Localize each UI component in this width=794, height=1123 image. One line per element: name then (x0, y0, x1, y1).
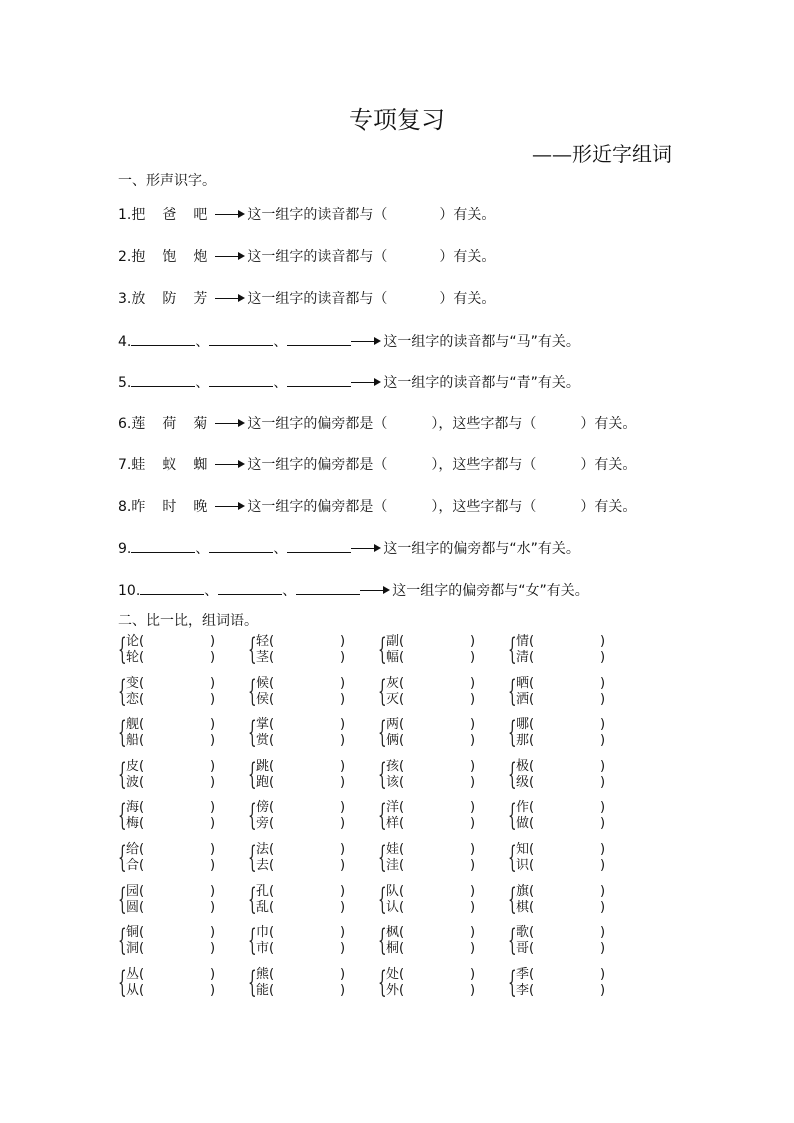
char: 孔 (256, 883, 270, 899)
word-entry[interactable]: 旁( ) (256, 816, 346, 832)
word-entry[interactable]: 清( ) (516, 650, 606, 665)
char: 认 (386, 899, 400, 915)
char: 恋 (126, 691, 140, 707)
char: 洋 (386, 800, 400, 816)
char: 情 (516, 634, 530, 649)
word-entry[interactable]: 极( ) (516, 758, 606, 774)
word-pair (248, 800, 348, 834)
answer-blank[interactable] (287, 372, 351, 387)
word-pair (378, 842, 478, 876)
char: 茎 (256, 650, 270, 665)
brace-icon: { (378, 923, 387, 959)
question-10: 10. 、 、 这一组字的偏旁都与“女”有关。 (118, 580, 589, 600)
answer-blank[interactable] (131, 331, 195, 346)
char: 晒 (516, 675, 530, 691)
char: 园 (126, 883, 140, 899)
char: 灭 (386, 691, 400, 707)
word-entry[interactable]: 做( ) (516, 816, 606, 832)
char: 给 (126, 842, 140, 857)
char: 极 (516, 758, 530, 774)
char: 市 (256, 941, 270, 957)
word-entry[interactable]: 洋( ) (386, 800, 476, 816)
char: 季 (516, 966, 530, 982)
word-pair (248, 925, 348, 959)
word-entry[interactable]: 变( ) (126, 675, 216, 691)
word-pair (248, 881, 348, 918)
word-entry[interactable]: 晒( ) (516, 675, 606, 691)
word-entry[interactable]: 海( ) (126, 800, 216, 816)
word-entry[interactable]: 园( ) (126, 883, 216, 899)
char: 李 (516, 982, 530, 998)
word-entry[interactable]: 论( ) (126, 634, 216, 649)
word-pair (508, 925, 608, 959)
word-pair (118, 673, 218, 710)
word-entry[interactable]: 从( ) (126, 982, 216, 998)
word-entry[interactable]: 洼( ) (386, 858, 476, 873)
arrow-icon (215, 419, 245, 429)
char: 俩 (386, 733, 400, 749)
char: 船 (126, 733, 140, 749)
char: 级 (516, 774, 530, 790)
arrow-icon (351, 378, 381, 388)
char: 法 (256, 842, 270, 857)
word-pair (378, 925, 478, 959)
brace-icon: { (248, 673, 257, 709)
word-pair (248, 634, 348, 668)
arrow-icon (351, 544, 381, 554)
question-3: 3.放 防 芳 这一组字的读音都与（ ）有关。 (118, 291, 496, 307)
word-entry[interactable]: 棋( ) (516, 899, 606, 915)
word-entry[interactable]: 娃( ) (386, 842, 476, 857)
section2-heading: 二、比一比，组词语。 (118, 613, 258, 629)
char: 能 (256, 982, 270, 998)
word-entry[interactable]: 灰( ) (386, 675, 476, 691)
char: 该 (386, 774, 400, 790)
word-entry[interactable]: 侯( ) (256, 691, 346, 707)
word-entry[interactable]: 熊( ) (256, 966, 346, 982)
char: 那 (516, 733, 530, 749)
char: 棋 (516, 899, 530, 915)
word-entry[interactable]: 洞( ) (126, 941, 216, 957)
brace-icon: { (508, 964, 517, 1000)
char: 从 (126, 982, 140, 998)
brace-icon: { (378, 673, 387, 709)
brace-icon: { (118, 673, 127, 709)
word-entry[interactable]: 市( ) (256, 941, 346, 957)
answer-blank[interactable] (287, 331, 351, 346)
word-entry[interactable]: 李( ) (516, 982, 606, 998)
char: 傍 (256, 800, 270, 816)
char: 娃 (386, 842, 400, 857)
char: 乱 (256, 899, 270, 915)
char: 做 (516, 816, 530, 832)
arrow-icon (215, 210, 245, 220)
word-entry[interactable]: 桐( ) (386, 941, 476, 957)
brace-icon: { (508, 881, 517, 917)
arrow-icon (215, 294, 245, 304)
word-pair (508, 634, 608, 668)
answer-blank[interactable] (218, 580, 282, 595)
word-pair (508, 673, 608, 710)
word-pair (118, 842, 218, 876)
char: 洞 (126, 941, 140, 957)
word-entry[interactable]: 恋( ) (126, 691, 216, 707)
answer-blank[interactable] (209, 538, 273, 553)
word-entry[interactable]: 波( ) (126, 774, 216, 790)
brace-icon: { (508, 673, 517, 709)
question-1: 1.把 爸 吧 这一组字的读音都与（ ）有关。 (118, 207, 496, 223)
word-pair (248, 964, 348, 1001)
char: 波 (126, 774, 140, 790)
word-entry[interactable]: 船( ) (126, 733, 216, 749)
brace-icon: { (248, 923, 257, 959)
char: 论 (126, 634, 140, 649)
word-entry[interactable]: 能( ) (256, 982, 346, 998)
char: 丛 (126, 966, 140, 982)
brace-icon: { (118, 632, 127, 667)
word-entry[interactable]: 两( ) (386, 717, 476, 733)
answer-blank[interactable] (209, 372, 273, 387)
char: 侯 (256, 691, 270, 707)
char: 跳 (256, 758, 270, 774)
brace-icon: { (378, 964, 387, 1000)
word-entry[interactable]: 候( ) (256, 675, 346, 691)
word-entry[interactable]: 幅( ) (386, 650, 476, 665)
word-pair (118, 964, 218, 1001)
answer-blank[interactable] (209, 331, 273, 346)
word-pair (378, 964, 478, 1001)
char: 哥 (516, 941, 530, 957)
char: 洒 (516, 691, 530, 707)
char: 处 (386, 966, 400, 982)
word-entry[interactable]: 梅( ) (126, 816, 216, 832)
word-entry[interactable]: 灭( ) (386, 691, 476, 707)
char: 枫 (386, 925, 400, 941)
char: 知 (516, 842, 530, 857)
word-entry[interactable]: 该( ) (386, 774, 476, 790)
word-entry[interactable]: 圆( ) (126, 899, 216, 915)
word-entry[interactable]: 情( ) (516, 634, 606, 649)
word-entry[interactable]: 歌( ) (516, 925, 606, 941)
char: 两 (386, 717, 400, 733)
brace-icon: { (508, 923, 517, 959)
brace-icon: { (248, 964, 257, 1000)
question-6: 6.莲 荷 菊 这一组字的偏旁都是（ ），这些字都与（ ）有关。 (118, 416, 637, 432)
char: 桐 (386, 941, 400, 957)
brace-icon: { (118, 715, 127, 751)
word-entry[interactable]: 舰( ) (126, 717, 216, 733)
answer-blank[interactable] (131, 372, 195, 387)
char: 梅 (126, 816, 140, 832)
word-entry[interactable]: 认( ) (386, 899, 476, 915)
brace-icon: { (248, 840, 257, 875)
char: 巾 (256, 925, 270, 941)
char: 副 (386, 634, 400, 649)
word-entry[interactable]: 茎( ) (256, 650, 346, 665)
word-pair (248, 673, 348, 710)
word-entry[interactable]: 样( ) (386, 816, 476, 832)
brace-icon: { (378, 756, 387, 792)
question-5: 5. 、 、 这一组字的读音都与“青”有关。 (118, 372, 580, 392)
word-pair (118, 881, 218, 918)
word-pair (508, 717, 608, 751)
word-entry[interactable]: 作( ) (516, 800, 606, 816)
brace-icon: { (118, 964, 127, 1000)
word-pair (378, 800, 478, 834)
word-entry[interactable]: 处( ) (386, 966, 476, 982)
brace-icon: { (118, 881, 127, 917)
char: 孩 (386, 758, 400, 774)
word-pair (118, 634, 218, 668)
char: 轮 (126, 650, 140, 665)
char: 灰 (386, 675, 400, 691)
brace-icon: { (248, 632, 257, 667)
question-7: 7.蛙 蚁 蜘 这一组字的偏旁都是（ ），这些字都与（ ）有关。 (118, 457, 637, 473)
char: 熊 (256, 966, 270, 982)
page-title: 专项复习 (349, 106, 445, 134)
word-pair (378, 881, 478, 918)
char: 清 (516, 650, 530, 665)
char: 样 (386, 816, 400, 832)
answer-blank[interactable] (131, 538, 195, 553)
word-pair (118, 800, 218, 834)
word-entry[interactable]: 铜( ) (126, 925, 216, 941)
word-entry[interactable]: 掌( ) (256, 717, 346, 733)
arrow-icon (215, 252, 245, 262)
brace-icon: { (508, 632, 517, 667)
answer-blank[interactable] (140, 580, 204, 595)
char: 赏 (256, 733, 270, 749)
char: 哪 (516, 717, 530, 733)
word-entry[interactable]: 乱( ) (256, 899, 346, 915)
brace-icon: { (378, 715, 387, 751)
word-entry[interactable]: 赏( ) (256, 733, 346, 749)
word-pair (378, 756, 478, 793)
char: 候 (256, 675, 270, 691)
word-entry[interactable]: 洒( ) (516, 691, 606, 707)
word-pair (378, 717, 478, 751)
char: 旗 (516, 883, 530, 899)
char: 变 (126, 675, 140, 691)
word-pair (508, 756, 608, 793)
word-entry[interactable]: 识( ) (516, 858, 606, 873)
char: 皮 (126, 758, 140, 774)
word-pair (118, 717, 218, 751)
section1-heading: 一、形声识字。 (118, 173, 216, 189)
arrow-icon (360, 586, 390, 596)
word-entry[interactable]: 副( ) (386, 634, 476, 649)
char: 去 (256, 858, 270, 873)
word-entry[interactable]: 那( ) (516, 733, 606, 749)
brace-icon: { (118, 840, 127, 875)
brace-icon: { (508, 756, 517, 792)
word-entry[interactable]: 孩( ) (386, 758, 476, 774)
brace-icon: { (508, 798, 517, 834)
char: 洼 (386, 858, 400, 873)
question-9: 9. 、 、 这一组字的偏旁都与“水”有关。 (118, 538, 580, 558)
word-pair (378, 673, 478, 710)
arrow-icon (215, 460, 245, 470)
word-pair (508, 964, 608, 1001)
brace-icon: { (378, 632, 387, 667)
brace-icon: { (378, 881, 387, 917)
word-pair (508, 800, 608, 834)
word-entry[interactable]: 傍( ) (256, 800, 346, 816)
char: 作 (516, 800, 530, 816)
word-entry[interactable]: 队( ) (386, 883, 476, 899)
word-pair (378, 634, 478, 668)
word-entry[interactable]: 俩( ) (386, 733, 476, 749)
char: 旁 (256, 816, 270, 832)
brace-icon: { (248, 798, 257, 834)
word-pair (248, 717, 348, 751)
arrow-icon (215, 502, 245, 512)
brace-icon: { (118, 798, 127, 834)
char: 圆 (126, 899, 140, 915)
char: 掌 (256, 717, 270, 733)
question-8: 8.昨 时 晚 这一组字的偏旁都是（ ），这些字都与（ ）有关。 (118, 499, 637, 515)
word-entry[interactable]: 旗( ) (516, 883, 606, 899)
brace-icon: { (248, 756, 257, 792)
word-pair (248, 842, 348, 876)
question-4: 4. 、 、 这一组字的读音都与“马”有关。 (118, 331, 580, 351)
answer-blank[interactable] (287, 538, 351, 553)
word-entry[interactable]: 哥( ) (516, 941, 606, 957)
word-entry[interactable]: 跳( ) (256, 758, 346, 774)
word-entry[interactable]: 季( ) (516, 966, 606, 982)
word-entry[interactable]: 法( ) (256, 842, 346, 857)
word-entry[interactable]: 合( ) (126, 858, 216, 873)
brace-icon: { (508, 715, 517, 751)
word-entry[interactable]: 孔( ) (256, 883, 346, 899)
word-entry[interactable]: 丛( ) (126, 966, 216, 982)
answer-blank[interactable] (296, 580, 360, 595)
word-pair (248, 756, 348, 793)
word-entry[interactable]: 巾( ) (256, 925, 346, 941)
brace-icon: { (508, 840, 517, 875)
brace-icon: { (118, 923, 127, 959)
char: 幅 (386, 650, 400, 665)
brace-icon: { (118, 756, 127, 792)
char: 舰 (126, 717, 140, 733)
page-subtitle: ——形近字组词 (532, 142, 672, 166)
word-pair (508, 842, 608, 876)
brace-icon: { (378, 798, 387, 834)
word-entry[interactable]: 级( ) (516, 774, 606, 790)
question-2: 2.抱 饱 炮 这一组字的读音都与（ ）有关。 (118, 249, 496, 265)
word-entry[interactable]: 去( ) (256, 858, 346, 873)
word-entry[interactable]: 轻( ) (256, 634, 346, 649)
word-entry[interactable]: 皮( ) (126, 758, 216, 774)
brace-icon: { (378, 840, 387, 875)
word-entry[interactable]: 哪( ) (516, 717, 606, 733)
word-entry[interactable]: 给( ) (126, 842, 216, 857)
char: 铜 (126, 925, 140, 941)
word-entry[interactable]: 轮( ) (126, 650, 216, 665)
word-pair (118, 756, 218, 793)
char: 合 (126, 858, 140, 873)
brace-icon: { (248, 881, 257, 917)
word-entry[interactable]: 外( ) (386, 982, 476, 998)
char: 外 (386, 982, 400, 998)
word-pair (508, 881, 608, 918)
word-entry[interactable]: 跑( ) (256, 774, 346, 790)
arrow-icon (351, 337, 381, 347)
char: 队 (386, 883, 400, 899)
char: 识 (516, 858, 530, 873)
brace-icon: { (248, 715, 257, 751)
char: 海 (126, 800, 140, 816)
char: 歌 (516, 925, 530, 941)
char: 轻 (256, 634, 270, 649)
word-entry[interactable]: 知( ) (516, 842, 606, 857)
word-pair (118, 925, 218, 959)
word-entry[interactable]: 枫( ) (386, 925, 476, 941)
char: 跑 (256, 774, 270, 790)
